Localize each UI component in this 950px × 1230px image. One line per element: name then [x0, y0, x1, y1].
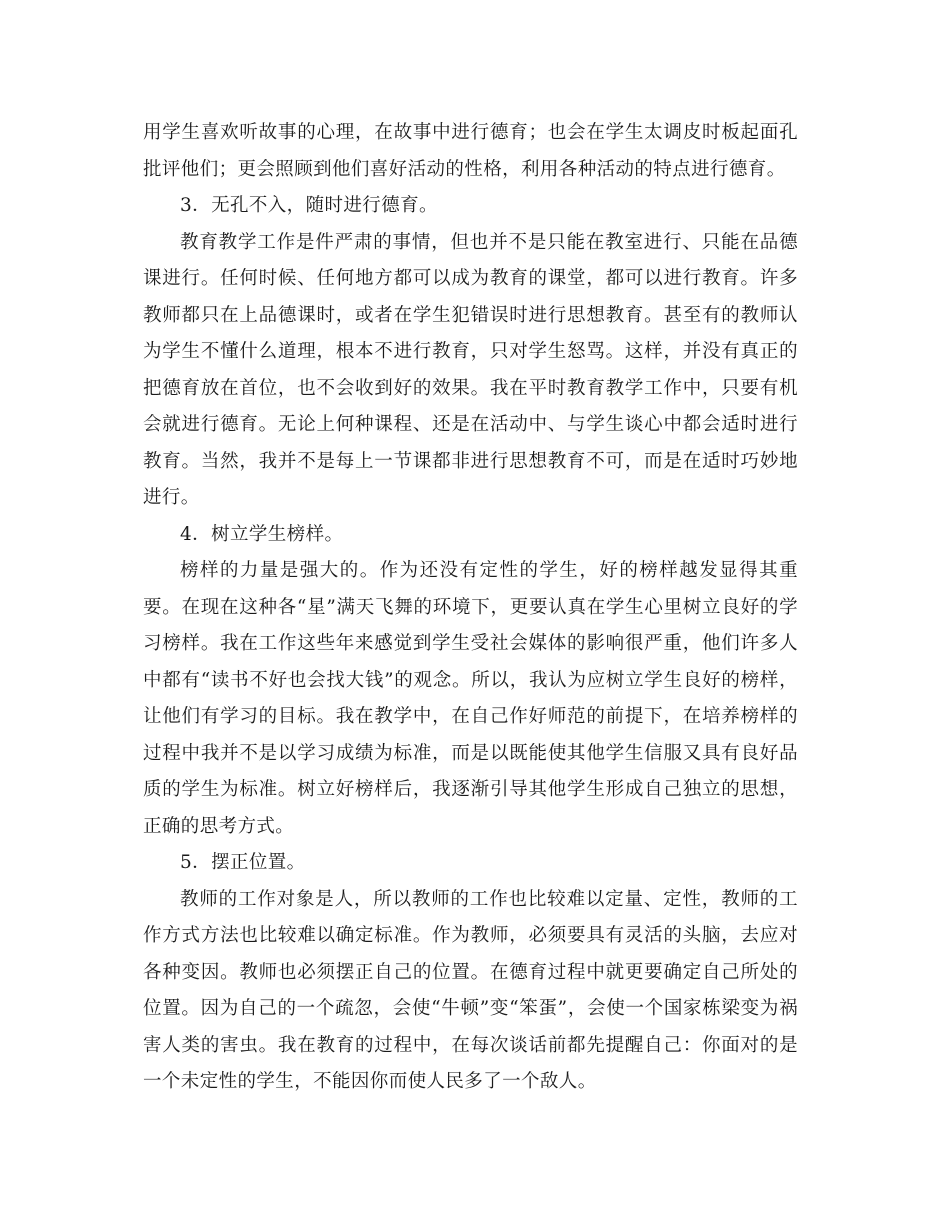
- paragraph-section-5: 教师的工作对象是人，所以教师的工作也比较难以定量、定性，教师的工作方式方法也比较难以确定标准。作为教师，必须要具有灵活的头脑，去应对各种变因。教师也必须摆正自己的位置。在德育过程中就更要确定自己所处的位置。因为自己的一个疏忽，会使“牛顿”变“笨蛋”，会使一个国家栋梁变为祸害人类的害虫。我在教育的过程中，在每次谈话前都先提醒自己：你面对的是一个未定性的学生，不能因你而使人民多了一个敌人。: [143, 888, 798, 1092]
- paragraph-section-3: 教育教学工作是件严肃的事情，但也并不是只能在教室进行、只能在品德课进行。任何时候、任何地方都可以成为教育的课堂，都可以进行教育。许多教师都只在上品德课时，或者在学生犯错误时进行思想教育。甚至有的教师认为学生不懂什么道理，根本不进行教育，只对学生怒骂。这样，并没有真正的把德育放在首位，也不会收到好的效果。我在平时教育教学工作中，只要有机会就进行德育。无论上何种课程、还是在活动中、与学生谈心中都会适时进行教育。当然，我并不是每上一节课都非进行思想教育不可，而是在适时巧妙地进行。: [143, 231, 798, 508]
- document-body: [143, 115, 798, 1101]
- paragraph-continuation: 用学生喜欢听故事的心理，在故事中进行德育；也会在学生太调皮时板起面孔批评他们；更会照顾到他们喜好活动的性格，利用各种活动的特点进行德育。: [143, 122, 798, 180]
- section-heading-4: 4．树立学生榜样。: [180, 523, 344, 545]
- paragraph-section-4: 榜样的力量是强大的。作为还没有定性的学生，好的榜样越发显得其重要。在现在这种各“星”满天飞舞的环境下，更要认真在学生心里树立良好的学习榜样。我在工作这些年来感觉到学生受社会媒体的影响很严重，他们许多人中都有“读书不好也会找大钱”的观念。所以，我认为应树立学生良好的榜样，让他们有学习的目标。我在教学中，在自己作好师范的前提下，在培养榜样的过程中我并不是以学习成绩为标准，而是以既能使其他学生信服又具有良好品质的学生为标准。树立好榜样后，我逐渐引导其他学生形成自己独立的思想，正确的思考方式。: [143, 560, 798, 837]
- section-heading-3: 3．无孔不入，随时进行德育。: [180, 195, 438, 216]
- section-heading-5: 5．摆正位置。: [180, 852, 306, 873]
